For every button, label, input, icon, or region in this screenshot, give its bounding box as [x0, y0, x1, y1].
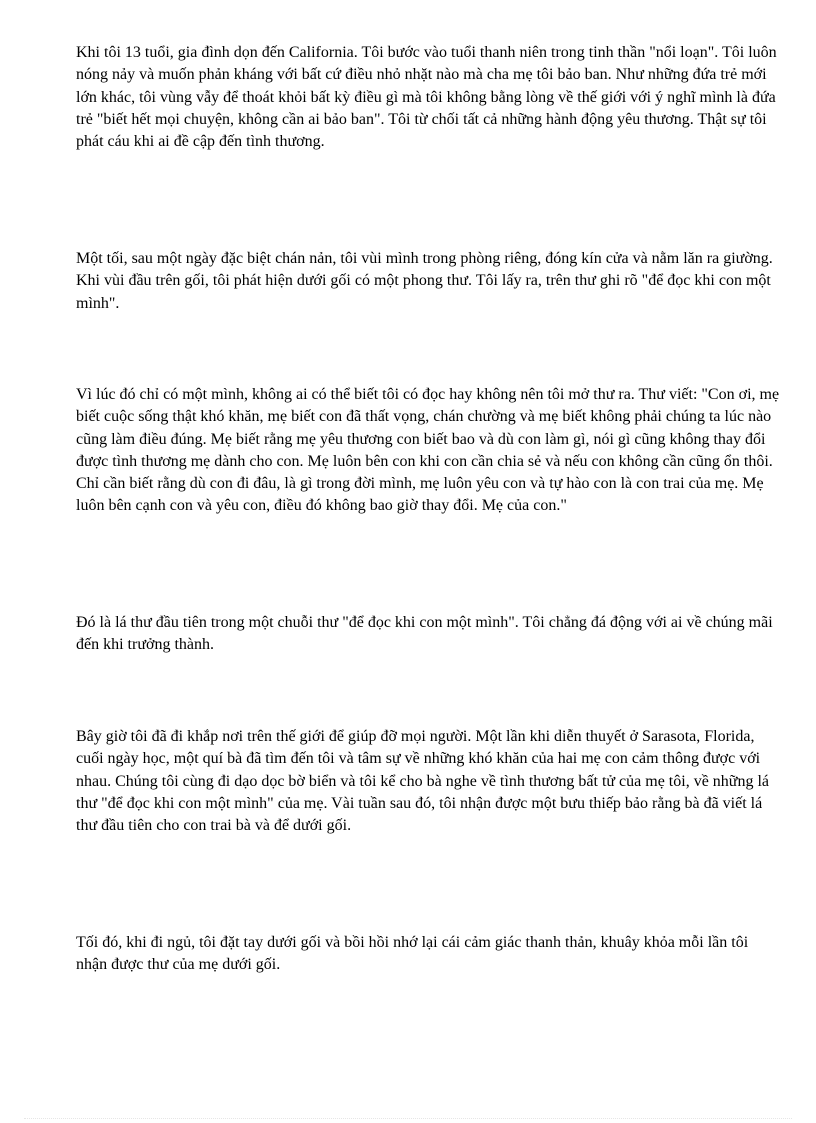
- paragraph-first-letter: Đó là lá thư đầu tiên trong một chuỗi thư "để đọc khi con một mình". Tôi chẳng đá động với ai về chúng mãi đến khi trưởng thành.: [76, 614, 773, 654]
- paragraph-moving-to-california: Khi tôi 13 tuổi, gia đình dọn đến California. Tôi bước vào tuổi thanh niên trong tinh thần "nổi loạn". Tôi luôn nóng nảy và muốn phản kháng với bất cứ điều nhỏ nhặt nào mà cha mẹ tôi bảo ban. Như những đứa trẻ mới lớn khác, tôi vùng vẫy để thoát khỏi bất kỳ điều gì mà tôi không bằng lòng về thế giới với ý nghĩ mình là đứa trẻ "biết hết mọi chuyện, không cần ai bảo ban". Tôi từ chối tất cả những hành động yêu thương. Thật sự tôi phát cáu khi ai đề cập đến tình thương.: [76, 44, 777, 151]
- paragraph-finding-envelope: Một tối, sau một ngày đặc biệt chán nản, tôi vùi mình trong phòng riêng, đóng kín cửa và nằm lăn ra giường. Khi vùi đầu trên gối, tôi phát hiện dưới gối có một phong thư. Tôi lấy ra, trên thư ghi rõ "để đọc khi con một mình".: [76, 250, 773, 312]
- paragraph-mothers-letter: Vì lúc đó chỉ có một mình, không ai có thể biết tôi có đọc hay không nên tôi mở thư ra. Thư viết: "Con ơi, mẹ biết cuộc sống thật khó khăn, mẹ biết con đã thất vọng, chán chường và mẹ biết không phải chúng ta lúc nào cũng làm điều đúng. Mẹ biết rằng mẹ yêu thương con biết bao và dù con làm gì, nói gì cũng không thay đổi được tình thương mẹ dành cho con. Mẹ luôn bên con khi con cần chia sẻ và nếu con không cần cũng ổn thôi. Chỉ cần biết rằng dù con đi đâu, là gì trong đời mình, mẹ luôn yêu con và tự hào con là con trai của mẹ. Mẹ luôn bên cạnh con và yêu con, điều đó không bao giờ thay đổi. Mẹ của con.": [76, 386, 780, 515]
- page-bottom-divider: [24, 1118, 792, 1119]
- paragraph-sarasota-story: Bây giờ tôi đã đi khắp nơi trên thế giới để giúp đỡ mọi người. Một lần khi diễn thuyết ở Sarasota, Florida, cuối ngày học, một quí bà đã tìm đến tôi và tâm sự về những khó khăn của hai mẹ con cảm thông được với nhau. Chúng tôi cùng đi dạo dọc bờ biển và tôi kể cho bà nghe về tình thương bất tử của mẹ tôi, về những lá thư "để đọc khi con một mình" của mẹ. Vài tuần sau đó, tôi nhận được một bưu thiếp bảo rằng bà đã viết lá thư đầu tiên cho con trai bà và để dưới gối.: [76, 728, 770, 835]
- paragraph-closing: Tối đó, khi đi ngủ, tôi đặt tay dưới gối và bồi hồi nhớ lại cái cảm giác thanh thản, khuây khỏa mỗi lần tôi nhận được thư của mẹ dưới gối.: [76, 934, 749, 974]
